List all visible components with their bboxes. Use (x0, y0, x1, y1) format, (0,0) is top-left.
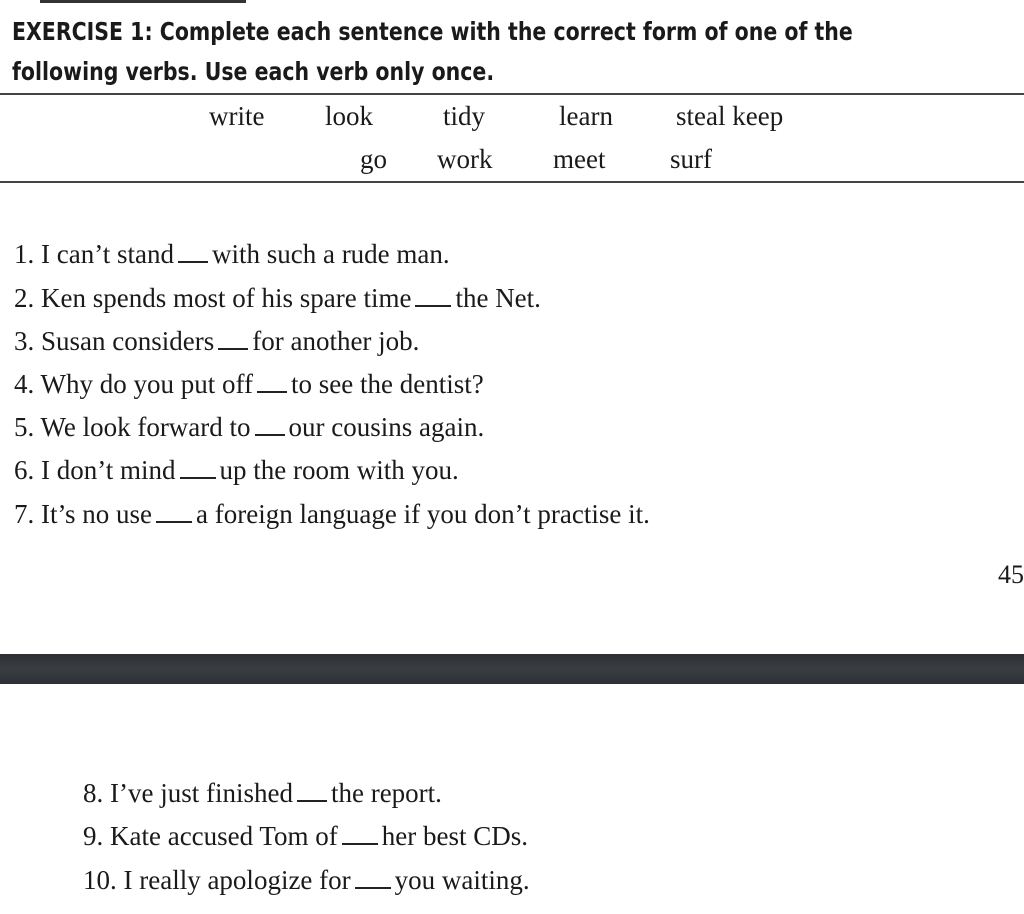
heading-line-1: EXERCISE 1: Complete each sentence with the correct form of one of the (12, 17, 853, 46)
sentence-after: to see the dentist? (291, 369, 484, 399)
sentence-before: I can’t stand (41, 239, 174, 269)
answer-blank (156, 494, 192, 523)
verb-learn: learn (559, 101, 613, 131)
sentence-item (14, 234, 450, 270)
verb-look: look (325, 101, 374, 131)
sentence-after: a foreign language if you don’t practise it. (196, 499, 650, 529)
answer-blank (218, 321, 248, 350)
sentence-number: 9. (83, 821, 104, 851)
verb-box-top-rule (0, 93, 1024, 95)
exercise-heading (12, 12, 853, 92)
sentence-number: 7. (14, 499, 35, 529)
sentence-number: 1. (14, 239, 35, 269)
sentence-after: her best CDs. (381, 821, 529, 851)
sentence-after: for another job. (252, 326, 420, 356)
sentence-number: 5. (14, 412, 35, 442)
answer-blank (255, 407, 285, 436)
sentence-before: I’ve just finished (110, 778, 293, 808)
sentence-number: 10. (83, 865, 117, 895)
answer-blank (257, 364, 287, 393)
sentence-item (14, 407, 484, 443)
sentence-after: the Net. (455, 283, 541, 313)
answer-blank (415, 278, 451, 307)
sentence-number: 4. (14, 369, 35, 399)
sentence-item (83, 773, 442, 809)
sentence-after: with such a rude man. (211, 239, 450, 269)
sentence-item (14, 278, 541, 314)
sentence-after: our cousins again. (288, 412, 485, 442)
sentence-number: 3. (14, 326, 35, 356)
sentence-number: 2. (14, 283, 35, 313)
sentence-before: Why do you put off (40, 369, 253, 399)
sentence-after: the report. (330, 778, 442, 808)
sentence-before: Ken spends most of his spare time (41, 283, 412, 313)
sentence-after: up the room with you. (219, 455, 459, 485)
verb-tidy: tidy (443, 101, 486, 131)
sentence-before: I don’t mind (41, 455, 176, 485)
sentence-item (14, 364, 484, 400)
sentence-before: Susan considers (41, 326, 215, 356)
page-break-band (0, 654, 1024, 684)
verb-box-bottom-rule (0, 181, 1024, 183)
sentence-number: 6. (14, 455, 35, 485)
verb-work: work (437, 144, 493, 174)
verb-go: go (360, 144, 387, 174)
sentence-item (14, 450, 459, 486)
sentence-item (83, 860, 530, 896)
sentence-before: We look forward to (40, 412, 251, 442)
sentence-item (83, 816, 528, 852)
verb-steal-keep: steal keep (676, 101, 784, 131)
heading-line-2: following verbs. Use each verb only once. (12, 57, 495, 86)
verb-surf: surf (670, 144, 712, 174)
answer-blank (297, 773, 327, 802)
sentence-before: Kate accused Tom of (110, 821, 338, 851)
sentence-before: It’s no use (41, 499, 152, 529)
sentence-after: you waiting. (394, 865, 530, 895)
answer-blank (178, 234, 208, 263)
top-rule (40, 0, 246, 3)
sentence-before: I really apologize for (123, 865, 351, 895)
page-number: 45 (998, 560, 1024, 589)
answer-blank (180, 450, 216, 479)
answer-blank (342, 816, 378, 845)
sentence-item (14, 321, 419, 357)
verb-write: write (209, 101, 265, 131)
sentence-number: 8. (83, 778, 104, 808)
answer-blank (355, 860, 391, 889)
verb-meet: meet (553, 144, 606, 174)
sentence-item (14, 494, 650, 530)
